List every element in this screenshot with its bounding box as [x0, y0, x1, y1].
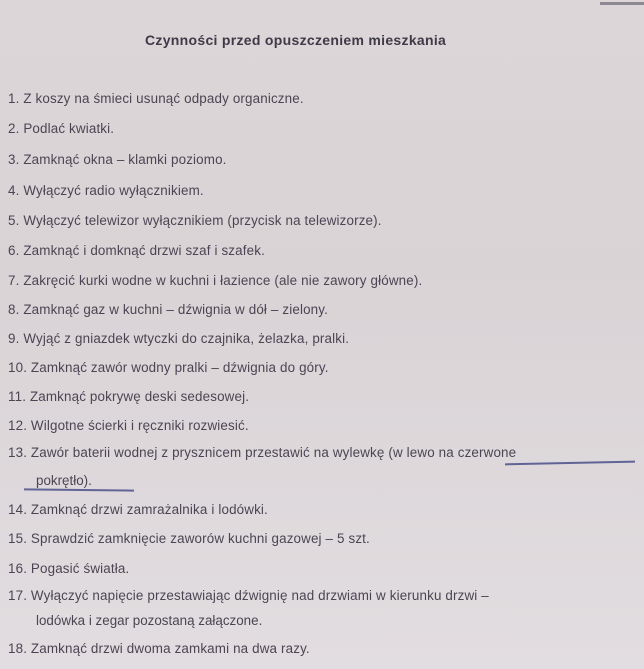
pen-underline — [505, 461, 635, 466]
list-item-4: 4. Wyłączyć radio wyłącznikiem. — [8, 183, 204, 198]
list-item-1: 1. Z koszy na śmieci usunąć odpady organiczne. — [8, 91, 304, 106]
list-item-8: 8. Zamknąć gaz w kuchni – dźwignia w dół – zielony. — [8, 302, 329, 317]
list-item-5: 5. Wyłączyć telewizor wyłącznikiem (przycisk na telewizorze). — [8, 213, 382, 228]
list-item-17: 17. Wyłączyć napięcie przestawiając dźwignię nad drzwiami w kierunku drzwi – — [8, 588, 489, 603]
list-item-18: 18. Zamknąć drzwi dwoma zamkami na dwa razy. — [8, 641, 310, 656]
list-item-10: 10. Zamknąć zawór wodny pralki – dźwignia do góry. — [8, 360, 329, 375]
list-item-6: 6. Zamknąć i domknąć drzwi szaf i szafek. — [8, 243, 265, 258]
list-item-15: 15. Sprawdzić zamknięcie zaworów kuchni gazowej – 5 szt. — [8, 531, 370, 546]
list-item-13: 13. Zawór baterii wodnej z prysznicem przestawić na wylewkę (w lewo na czerwone — [8, 445, 517, 460]
list-item-2: 2. Podlać kwiatki. — [8, 121, 115, 136]
paper-edge-line — [600, 2, 644, 5]
list-item-11: 11. Zamknąć pokrywę deski sedesowej. — [8, 389, 250, 404]
list-item-7: 7. Zakręcić kurki wodne w kuchni i łazience (ale nie zawory główne). — [8, 273, 423, 288]
list-item-3: 3. Zamknąć okna – klamki poziomo. — [8, 152, 227, 167]
list-item-14: 14. Zamknąć drzwi zamrażalnika i lodówki. — [8, 502, 268, 517]
list-item-12: 12. Wilgotne ścierki i ręczniki rozwiesić. — [8, 418, 249, 433]
list-item-17-continuation: lodówka i zegar pozostaną załączone. — [36, 613, 263, 628]
pen-underline — [24, 488, 134, 491]
list-item-9: 9. Wyjąć z gniazdek wtyczki do czajnika, żelazka, pralki. — [8, 331, 350, 346]
list-item-13-continuation: pokrętło). — [36, 473, 92, 488]
list-item-16: 16. Pogasić światła. — [8, 561, 130, 576]
document-title: Czynności przed opuszczeniem mieszkania — [145, 32, 447, 48]
